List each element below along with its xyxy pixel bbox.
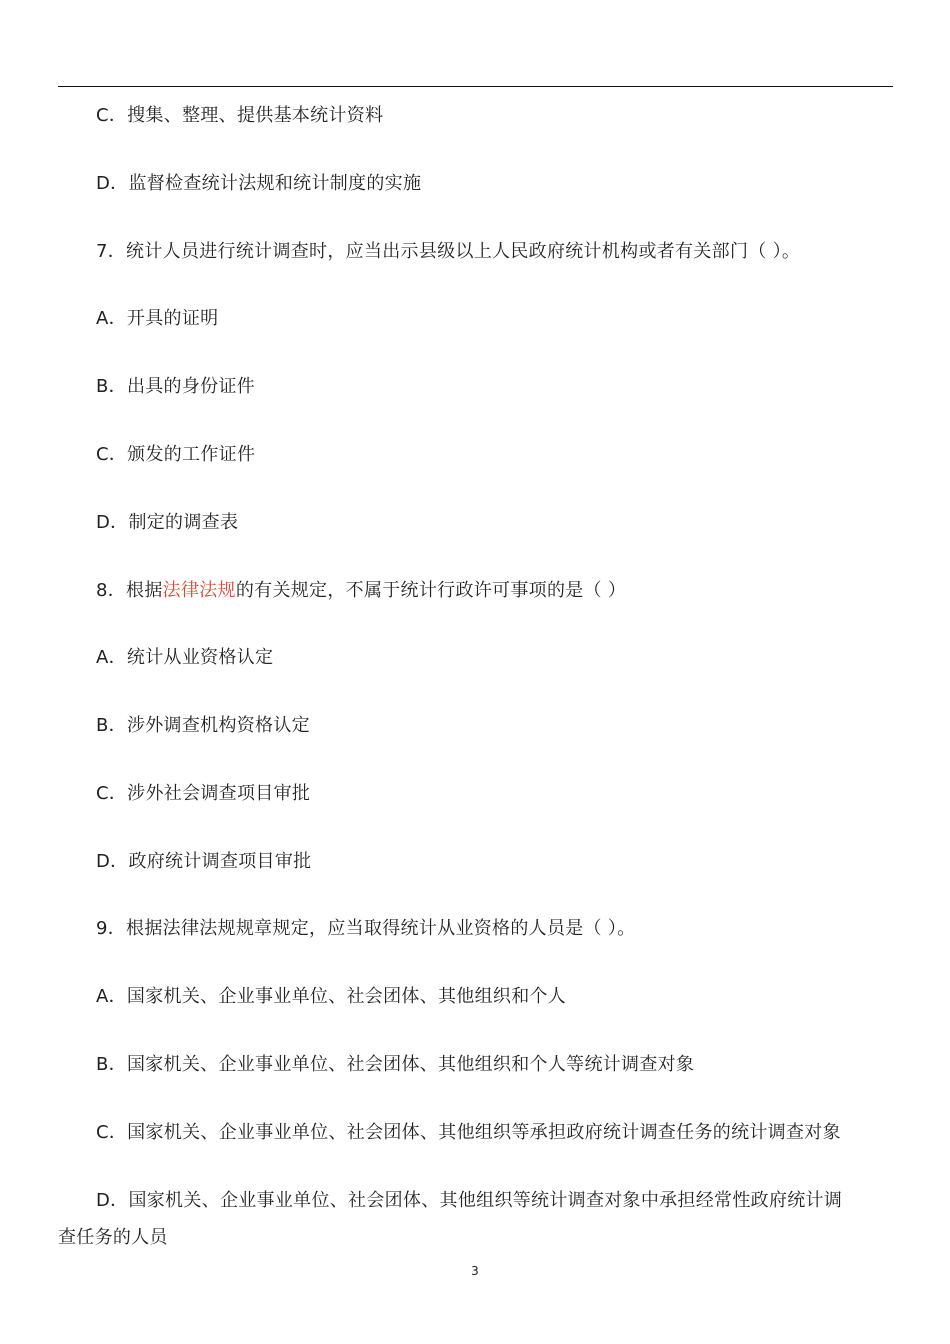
- question-7: 7．统计人员进行统计调查时，应当出示县级以上人民政府统计机构或者有关部门（ ）。: [96, 241, 801, 262]
- option-7d: D．制定的调查表: [96, 512, 239, 533]
- question-8: [96, 579, 626, 603]
- header-rule: [58, 86, 893, 87]
- option-8b: B．涉外调查机构资格认定: [96, 715, 310, 736]
- option-7b: B．出具的身份证件: [96, 376, 256, 397]
- option-6c: C．搜集、整理、提供基本统计资料: [96, 105, 384, 126]
- question-8-prefix: 8．根据: [96, 580, 163, 601]
- option-9a: A．国家机关、企业事业单位、社会团体、其他组织和个人: [96, 986, 567, 1007]
- page-number: 3: [471, 1264, 479, 1278]
- laws-regulations-link[interactable]: 法律法规: [162, 580, 236, 601]
- option-9c: C．国家机关、企业事业单位、社会团体、其他组织等承担政府统计调查任务的统计调查对象: [96, 1122, 841, 1143]
- option-7c: C．颁发的工作证件: [96, 444, 256, 465]
- question-8-suffix: 的有关规定，不属于统计行政许可事项的是（ ）: [235, 580, 627, 601]
- option-9d: D．国家机关、企业事业单位、社会团体、其他组织等统计调查对象中承担经常性政府统计调: [96, 1190, 843, 1211]
- option-6d: D．监督检查统计法规和统计制度的实施: [96, 173, 422, 194]
- question-9: 9．根据法律法规规章规定，应当取得统计从业资格的人员是（ ）。: [96, 918, 636, 939]
- option-8d: D．政府统计调查项目审批: [96, 851, 312, 872]
- option-8a: A．统计从业资格认定: [96, 647, 274, 668]
- option-7a: A．开具的证明: [96, 308, 219, 329]
- option-9b: B．国家机关、企业事业单位、社会团体、其他组织和个人等统计调查对象: [96, 1054, 695, 1075]
- option-9d-continuation: 查任务的人员: [58, 1227, 168, 1248]
- option-8c: C．涉外社会调查项目审批: [96, 783, 311, 804]
